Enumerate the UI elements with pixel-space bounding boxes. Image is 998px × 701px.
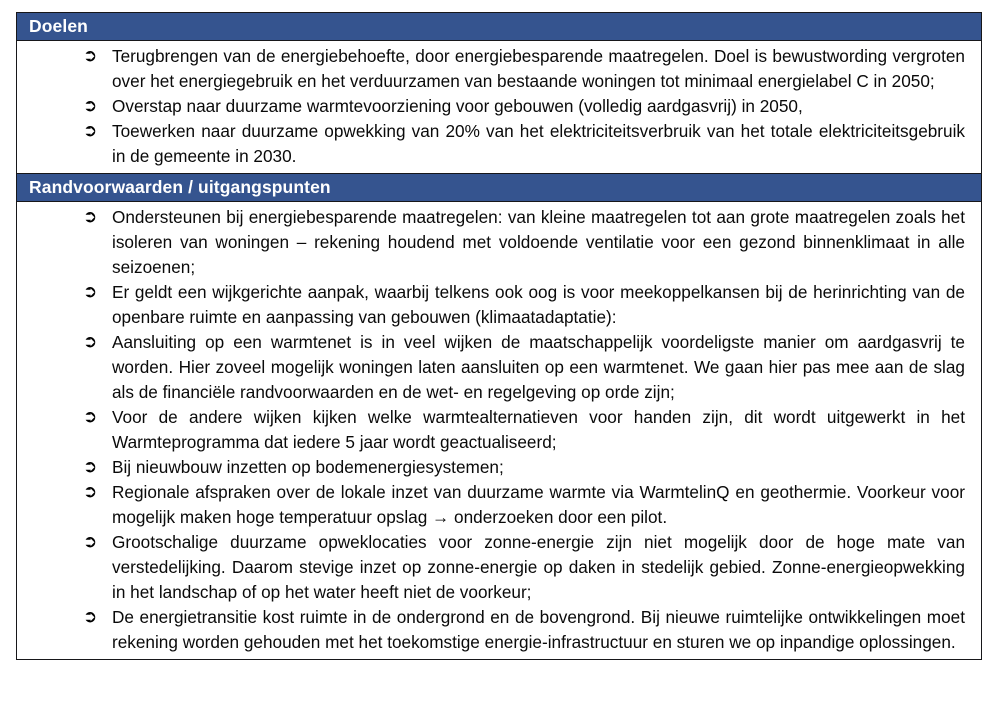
- list-item: [17, 455, 981, 480]
- list-item-text: Regionale afspraken over de lokale inzet van duurzame warmte via WarmtelinQ en geothermie. Voorkeur voor mogelijk maken hoge temperatuur opslag → onderzoeken door een pilot.: [112, 482, 965, 527]
- list-item: [17, 119, 981, 169]
- arrow-circle-bullet-icon: ➲: [83, 457, 98, 477]
- arrow-circle-bullet-icon: ➲: [83, 121, 98, 141]
- arrow-circle-bullet-icon: ➲: [83, 532, 98, 552]
- list-item-text: Er geldt een wijkgerichte aanpak, waarbij telkens ook oog is voor meekoppelkansen bij de herinrichting van de openbare ruimte en aanpassing van gebouwen (klimaatadaptatie):: [112, 282, 965, 327]
- list-item: [17, 480, 981, 530]
- section-header-doelen: [17, 13, 981, 41]
- list-item: [17, 330, 981, 405]
- list-item: [17, 405, 981, 455]
- section-body-doelen: [17, 41, 981, 173]
- arrow-circle-bullet-icon: ➲: [83, 282, 98, 302]
- list-item: [17, 605, 981, 655]
- list-item: [17, 44, 981, 94]
- section-body-randvoorwaarden: [17, 202, 981, 659]
- section-title: Randvoorwaarden / uitgangspunten: [29, 177, 331, 197]
- list-item-text: De energietransitie kost ruimte in de ondergrond en de bovengrond. Bij nieuwe ruimtelijke ontwikkelingen moet rekening worden gehouden met het toekomstige energie-infrastructuur en sturen we op inpandige oplossingen.: [112, 607, 965, 652]
- list-item-text: Ondersteunen bij energiebesparende maatregelen: van kleine maatregelen tot aan grote maatregelen zoals het isoleren van woningen – rekening houdend met voldoende ventilatie voor een gezond binnenklimaat in alle seizoenen;: [112, 207, 965, 277]
- section-header-randvoorwaarden: [17, 173, 981, 202]
- arrow-circle-bullet-icon: ➲: [83, 407, 98, 427]
- list-item-text: Terugbrengen van de energiebehoefte, door energiebesparende maatregelen. Doel is bewustwording vergroten over het energiegebruik en het verduurzamen van bestaande woningen tot minimaal energielabel C in 2050;: [112, 46, 965, 91]
- arrow-circle-bullet-icon: ➲: [83, 207, 98, 227]
- section-title: Doelen: [29, 16, 88, 36]
- list-item-text: Voor de andere wijken kijken welke warmtealternatieven voor handen zijn, dit wordt uitgewerkt in het Warmteprogramma dat iedere 5 jaar wordt geactualiseerd;: [112, 407, 965, 452]
- arrow-circle-bullet-icon: ➲: [83, 482, 98, 502]
- list-item: [17, 205, 981, 280]
- policy-table: [16, 12, 982, 660]
- list-item: [17, 530, 981, 605]
- list-item: [17, 94, 981, 119]
- arrow-circle-bullet-icon: ➲: [83, 46, 98, 66]
- list-item-text: Aansluiting op een warmtenet is in veel wijken de maatschappelijk voordeligste manier om aardgasvrij te worden. Hier zoveel mogelijk woningen laten aansluiten op een warmtenet. We gaan hier pas mee aan de slag als de financiële randvoorwaarden en de wet- en regelgeving op orde zijn;: [112, 332, 965, 402]
- arrow-circle-bullet-icon: ➲: [83, 332, 98, 352]
- list-item-text: Grootschalige duurzame opweklocaties voor zonne-energie zijn niet mogelijk door de hoge mate van verstedelijking. Daarom stevige inzet op zonne-energie op daken in stedelijk gebied. Zonne-energieopwekking in het landschap of op het water heeft niet de voorkeur;: [112, 532, 965, 602]
- list-item-text: Overstap naar duurzame warmtevoorziening voor gebouwen (volledig aardgasvrij) in 2050,: [112, 96, 803, 116]
- list-item-text: Bij nieuwbouw inzetten op bodemenergiesystemen;: [112, 457, 504, 477]
- arrow-circle-bullet-icon: ➲: [83, 607, 98, 627]
- list-item: [17, 280, 981, 330]
- arrow-circle-bullet-icon: ➲: [83, 96, 98, 116]
- list-item-text: Toewerken naar duurzame opwekking van 20% van het elektriciteitsverbruik van het totale elektriciteitsgebruik in de gemeente in 2030.: [112, 121, 965, 166]
